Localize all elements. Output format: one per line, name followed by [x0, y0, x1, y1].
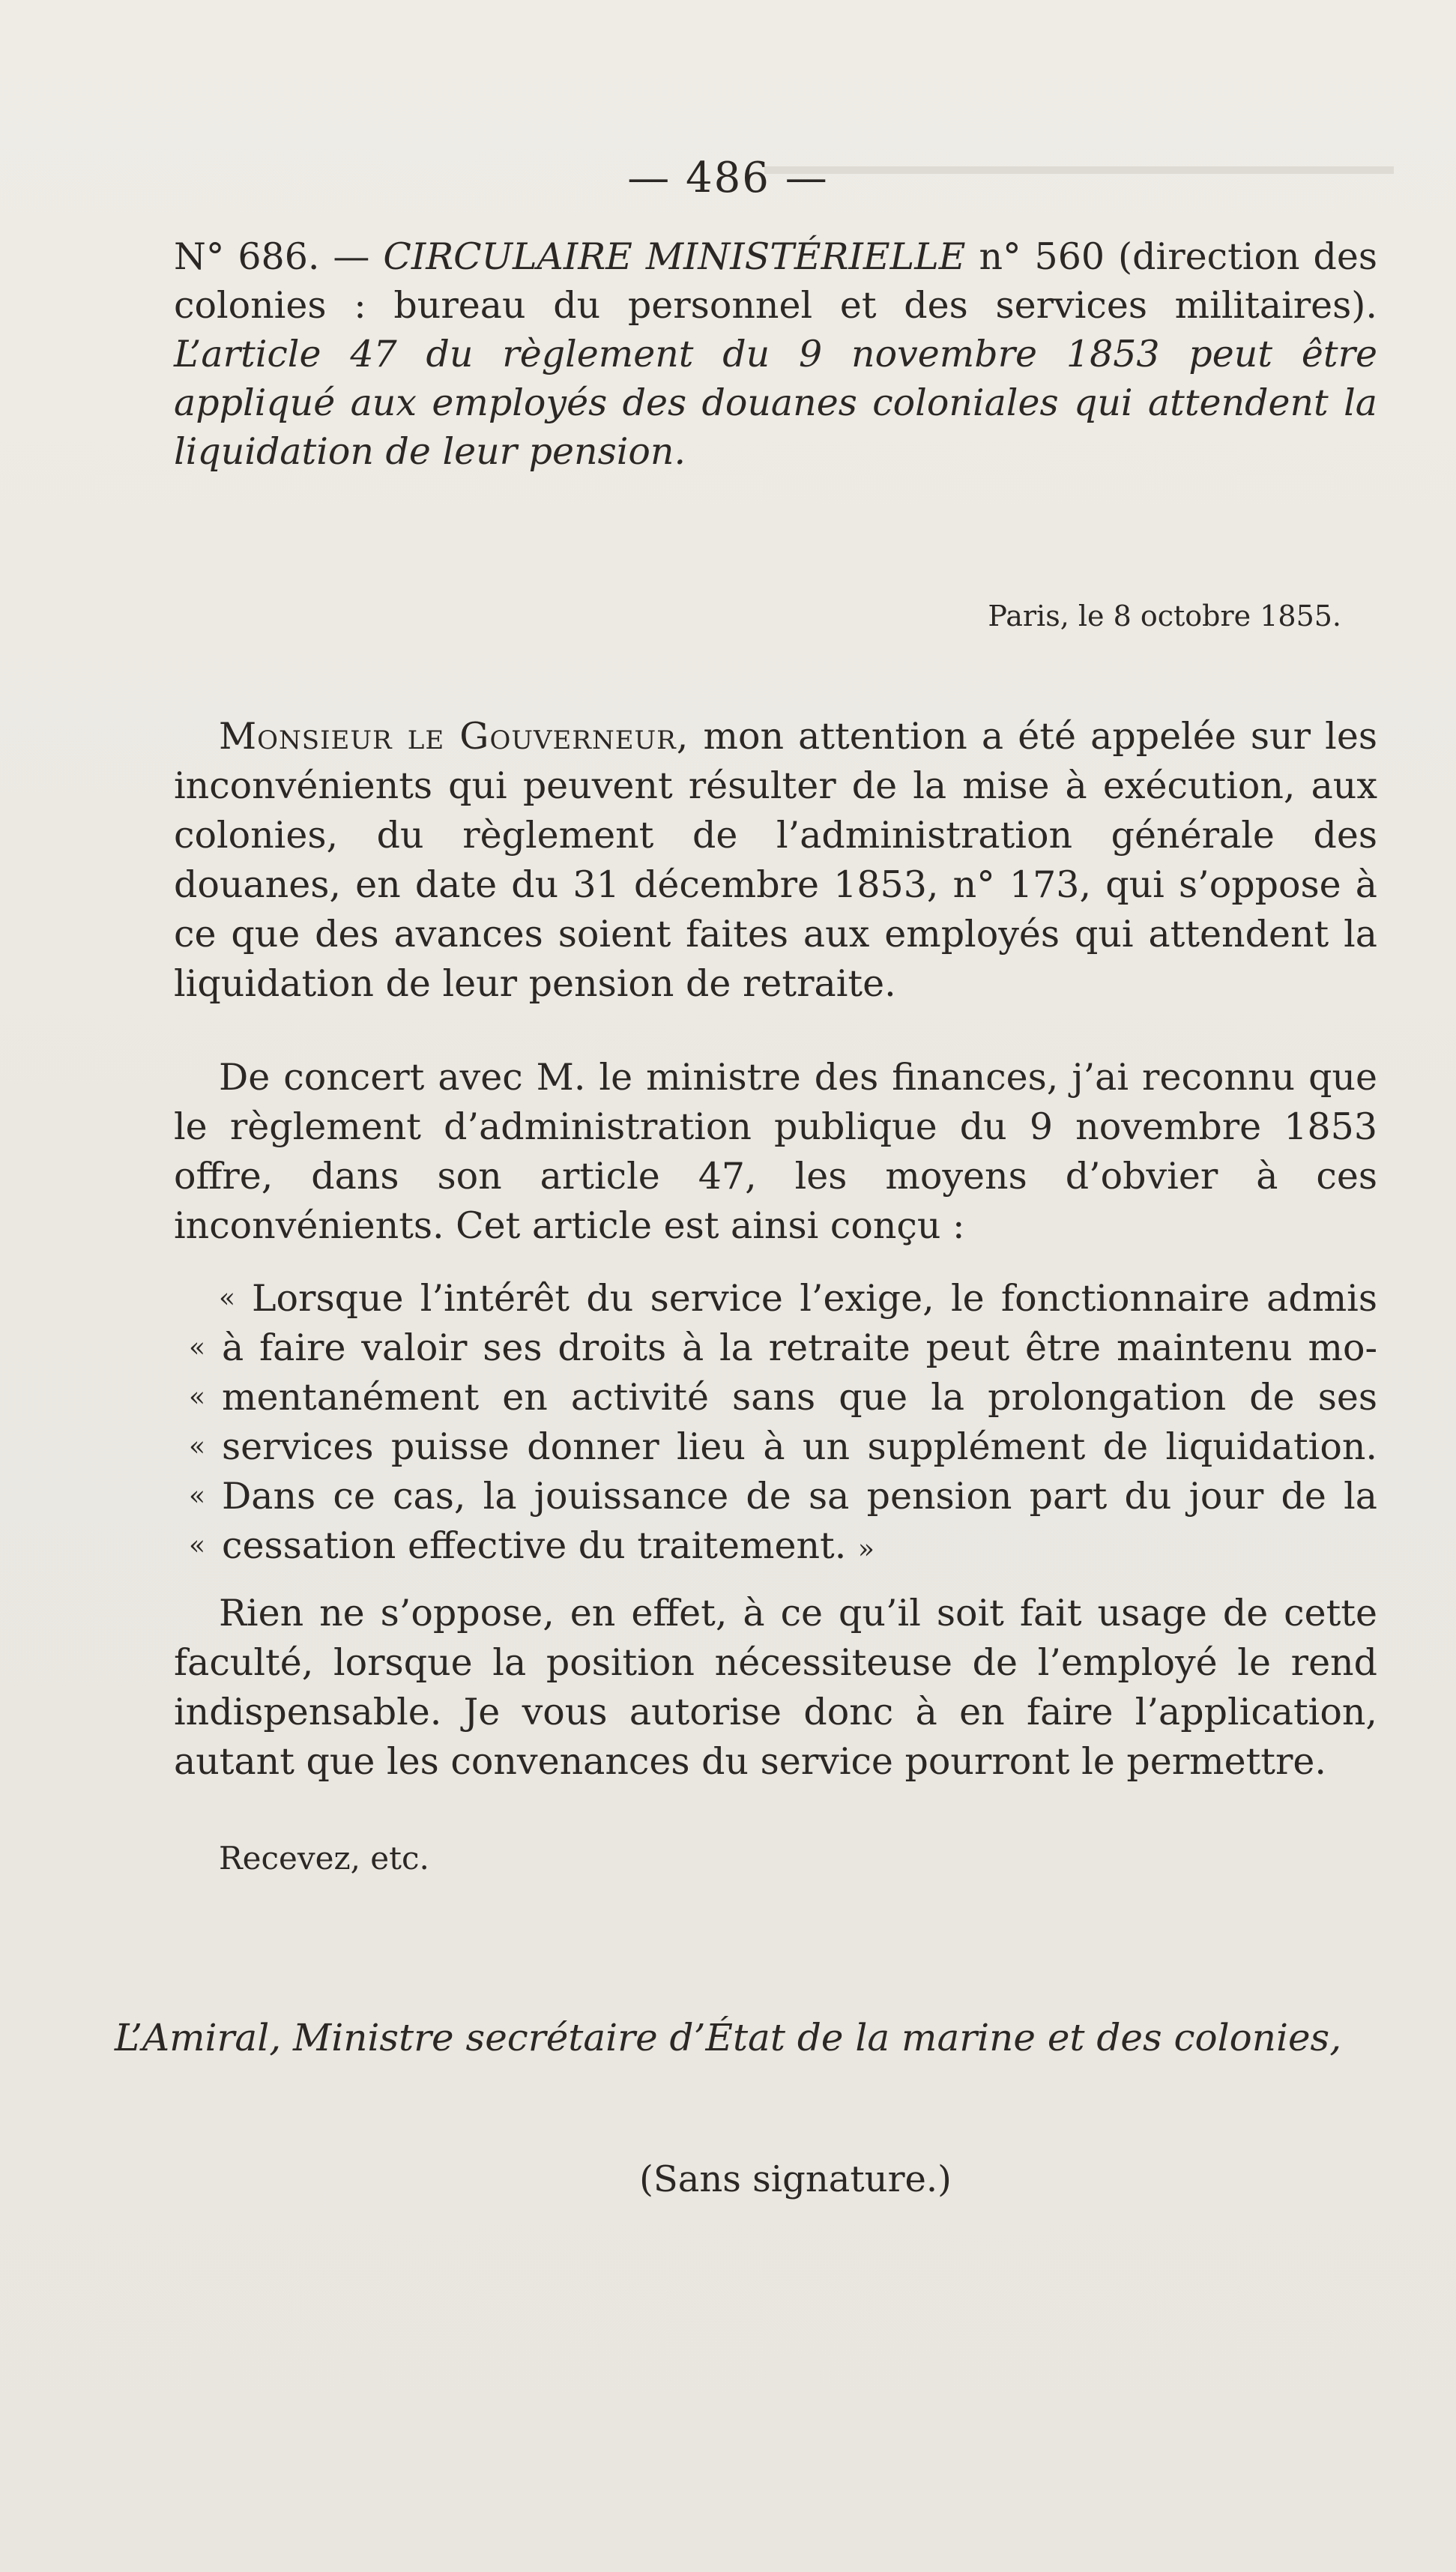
paragraph-2: De concert avec M. le ministre des finances, j’ai reconnu que le règlement d’administration publique du 9 novembre 1853 offre, dans son article 47, les moyens d’obvier à ces inconvénients. Cet article est ainsi conçu :: [174, 1056, 1377, 1247]
quote-last-line-text: cessation effective du traitement.: [222, 1524, 847, 1567]
quote-line: [174, 1422, 1377, 1472]
quote-line-text: Lorsque l’intérêt du service l’exige, le fonctionnaire admis: [252, 1277, 1377, 1320]
quote-line-text: [222, 1521, 1377, 1575]
circular-heading: [174, 232, 1377, 476]
quote-line: [174, 1521, 1377, 1575]
signatory: L’Amiral, Ministre secrétaire d’État de la marine et des colonies,: [114, 2016, 1342, 2059]
paragraph-3: Rien ne s’oppose, en effet, à ce qu’il soit fait usage de cette faculté, lorsque la position nécessiteuse de l’employé le rend indispensable. Je vous autorise donc à en faire l’application, autant que les convenances du service pourront le permettre.: [174, 1592, 1377, 1783]
quote-line: [174, 1373, 1377, 1422]
circular-reference: n° 560 (direction des colonies : bureau du personnel et des services militaires).: [174, 235, 1377, 327]
circular-number: N° 686. —: [174, 235, 370, 278]
quote-mark: «: [219, 1283, 236, 1314]
quote-line-text: Dans ce cas, la jouissance de sa pension part du jour de la: [222, 1475, 1377, 1518]
quote-line-text: à faire valoir ses droits à la retraite peut être maintenu mo-: [222, 1326, 1377, 1369]
quote-mark: «: [189, 1530, 206, 1561]
paragraph-1-text: mon attention a été appelée sur les inconvénients qui peuvent résulter de la mise à exécution, aux colonies, du règlement de l’administration générale des douanes, en date du 31 décembre 1853, n° 173, qui s’oppose à ce que des avances soient faites aux employés qui attendent la liquidation de leur pension de retraite.: [174, 715, 1377, 1005]
quote-mark: «: [189, 1332, 206, 1363]
quote-line: [174, 1472, 1377, 1521]
paragraph-1: [174, 712, 1377, 1009]
quote-mark: «: [189, 1431, 206, 1462]
quoted-article: [174, 1274, 1377, 1575]
signature-note: (Sans signature.): [639, 2158, 952, 2200]
quote-mark: «: [189, 1382, 206, 1413]
quote-line: [174, 1323, 1377, 1373]
quote-close-mark: »: [857, 1534, 874, 1565]
circular-summary: L’article 47 du règlement du 9 novembre 1853 peut être appliqué aux employés des douanes coloniales qui attendent la liquidation de leur pension.: [174, 333, 1377, 473]
show-through-background: [270, 472, 1334, 592]
circular-title: CIRCULAIRE MINISTÉRIELLE: [383, 235, 966, 278]
quote-line: [174, 1274, 1377, 1323]
page-number: — 486 —: [627, 154, 829, 202]
closing-formula: Recevez, etc.: [219, 1840, 429, 1877]
salutation: Monsieur le Gouverneur,: [219, 715, 689, 758]
quote-mark: «: [189, 1481, 206, 1512]
quote-line-text: services puisse donner lieu à un supplément de liquidation.: [222, 1425, 1377, 1468]
dateline: Paris, le 8 octobre 1855.: [988, 600, 1341, 633]
quote-line-text: mentanément en activité sans que la prolongation de ses: [222, 1376, 1377, 1419]
